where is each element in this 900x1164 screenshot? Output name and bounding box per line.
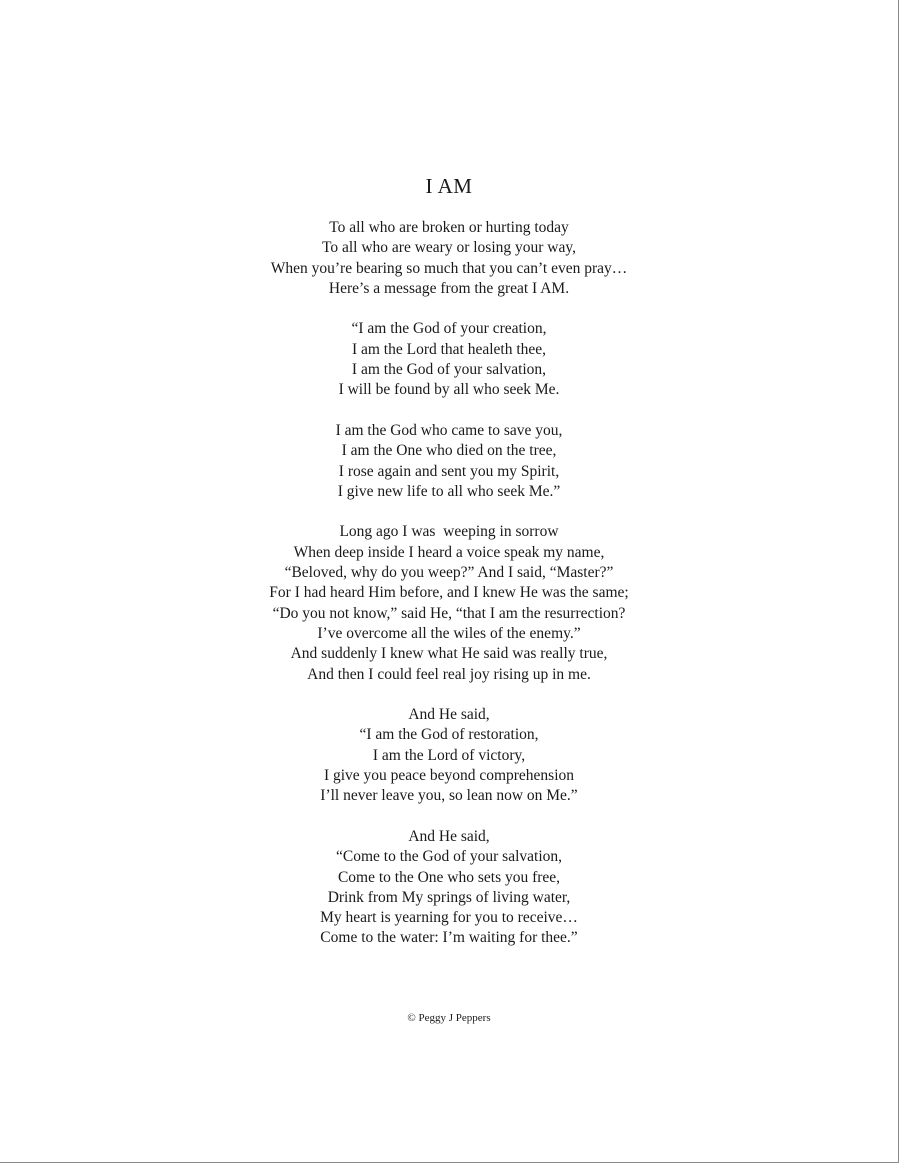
stanza-6 xyxy=(0,827,898,949)
poem-line: Drink from My springs of living water, xyxy=(327,888,571,906)
stanza-4 xyxy=(0,522,898,684)
poem-line: “Beloved, why do you weep?” And I said, “Master?” xyxy=(284,564,614,582)
poem-line: I give new life to all who seek Me.” xyxy=(337,482,561,500)
poem-line: When you’re bearing so much that you can’t even pray… xyxy=(270,259,628,277)
poem-line: I am the Lord that healeth thee, xyxy=(351,340,547,358)
poem-line: And then I could feel real joy rising up in me. xyxy=(307,665,591,683)
stanza-2 xyxy=(0,319,898,400)
poem-line: I’ve overcome all the wiles of the enemy.” xyxy=(317,624,581,642)
stanza-5 xyxy=(0,705,898,806)
poem-line: Here’s a message from the great I AM. xyxy=(328,279,570,297)
poem-line: I will be found by all who seek Me. xyxy=(338,381,560,399)
poem-line: I give you peace beyond comprehension xyxy=(323,767,575,785)
poem-line: And He said, xyxy=(408,706,490,724)
poem-line: Come to the One who sets you free, xyxy=(337,868,561,886)
poem-line: Long ago I was weeping in sorrow xyxy=(339,523,559,541)
poem-line: I am the God who came to save you, xyxy=(335,421,563,439)
poem-body xyxy=(0,218,898,969)
stanza-1 xyxy=(0,218,898,299)
poem-line: To all who are weary or losing your way, xyxy=(321,239,577,257)
poem-line: I am the God of your salvation, xyxy=(351,361,547,379)
poem-line: To all who are broken or hurting today xyxy=(329,219,569,236)
poem-line: When deep inside I heard a voice speak my name, xyxy=(293,543,605,561)
poem-line: I am the One who died on the tree, xyxy=(341,442,557,460)
poem-line: For I had heard Him before, and I knew He was the same; xyxy=(269,584,629,602)
poem-title: I AM xyxy=(425,174,473,198)
poem-line: “Come to the God of your salvation, xyxy=(336,848,562,866)
poem-line: I’ll never leave you, so lean now on Me.” xyxy=(320,787,578,805)
poem-line: “I am the God of your creation, xyxy=(351,320,547,338)
poem-line: Come to the water: I’m waiting for thee.” xyxy=(320,929,578,947)
copyright-notice: © Peggy J Peppers xyxy=(407,1012,491,1024)
poem-line: And He said, xyxy=(408,827,490,845)
poem-line: My heart is yearning for you to receive… xyxy=(320,909,578,927)
poem-line: “Do you not know,” said He, “that I am the resurrection? xyxy=(272,604,626,622)
poem-line: “I am the God of restoration, xyxy=(359,726,539,744)
poem-line: And suddenly I knew what He said was really true, xyxy=(290,645,608,663)
poem-line: I rose again and sent you my Spirit, xyxy=(338,462,560,480)
stanza-3 xyxy=(0,421,898,502)
poem-line: I am the Lord of victory, xyxy=(372,746,526,764)
